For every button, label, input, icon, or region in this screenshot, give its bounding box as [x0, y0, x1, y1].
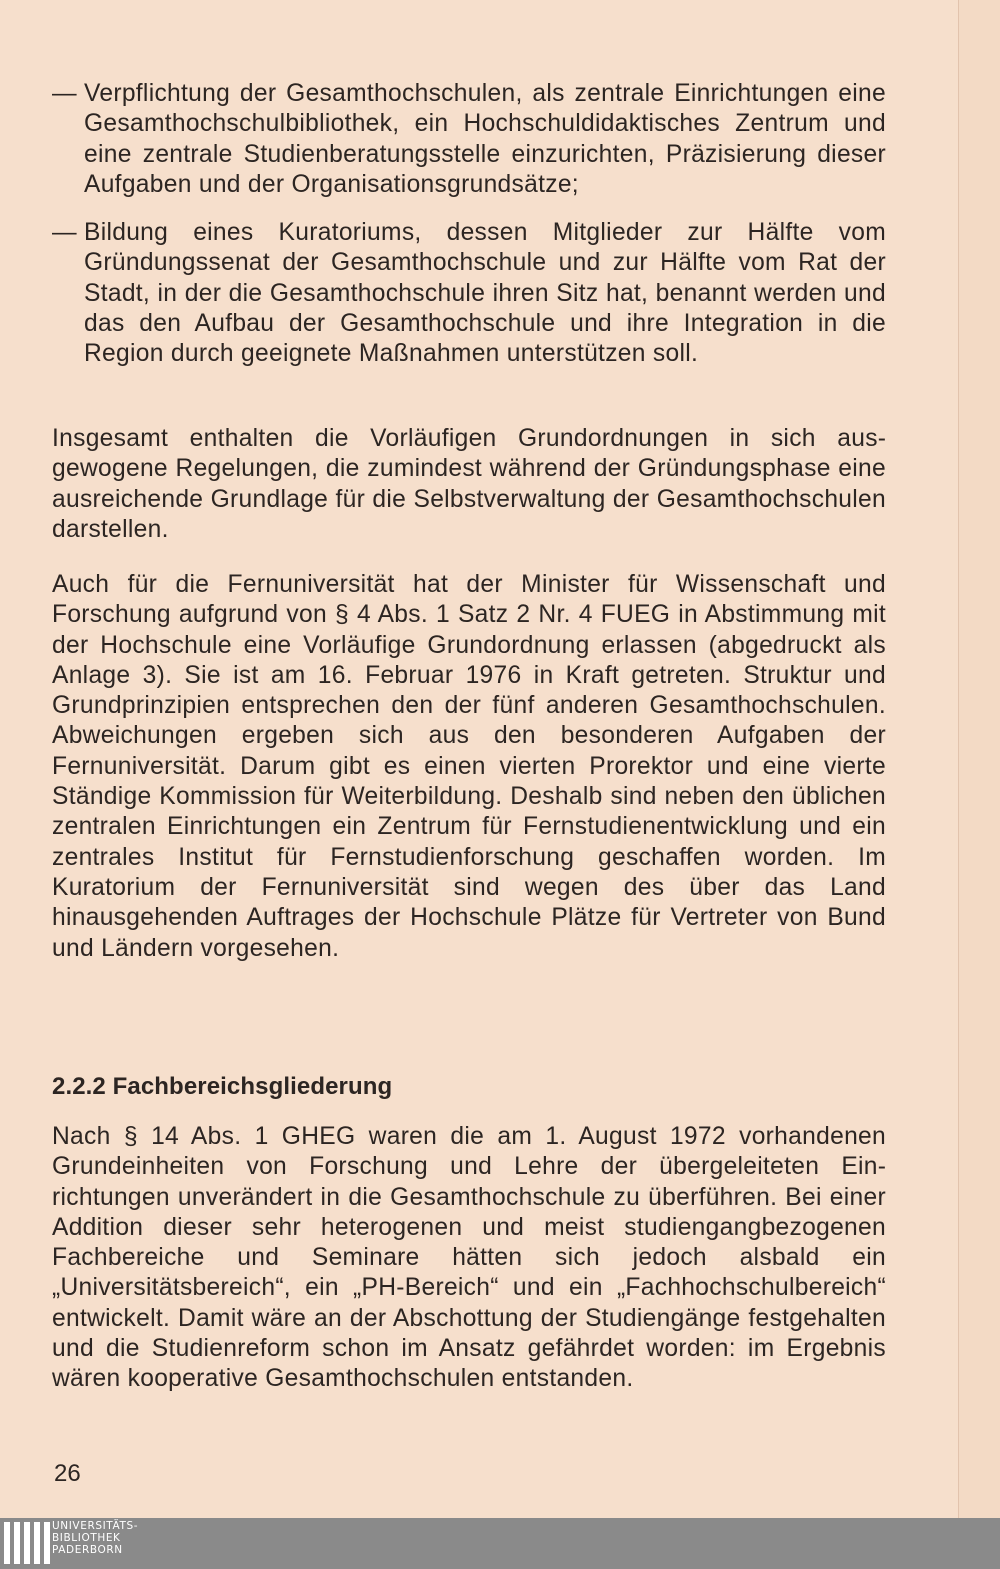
bullet-dash: — [52, 219, 77, 246]
bullet-dash: — [52, 80, 77, 107]
library-logo-icon [4, 1522, 50, 1564]
page-edge [958, 0, 1000, 1518]
bullet-text: Verpflichtung der Gesamthochschulen, als zentrale Einrichtungen eine Gesamthochschulbibliothek, ein Hochschuldidaktisches Zentrum und eine zentrale Studienberatungsstelle einzurichten, Präzisierung dieser Aufgaben und der Organisationsgrundsätze; [84, 80, 886, 198]
paragraph: Auch für die Fernuniversität hat der Minister für Wissenschaft und Forschung aufgrund von § 4 Abs. 1 Satz 2 Nr. 4 FUEG in Abstimmung mit der Hochschule eine Vorläufige Grundordnung erlassen (abgedruckt als Anlage 3). Sie ist am 16. Februar 1976 in Kraft getreten. Struktur und Grundprinzipien entsprechen den der fünf anderen Gesamthochschulen. Abweichungen ergeben sich aus den besonderen Aufgaben der Fernuniversität. Darum gibt es einen vierten Prorektor und eine vierte Ständige Kommission für Weiterbildung. Deshalb sind neben den üblichen zentralen Einrichtungen ein Zentrum für Fernstudienentwicklung und ein zentrales Institut für Fernstudienforschung geschaffen worden. Im Kuratorium der Fernuniversität sind wegen des über das Land hinausgehenden Auftrages der Hochschule Plätze für Vertreter von Bund und Ländern vorgesehen. [52, 571, 886, 962]
bullet-item [52, 218, 886, 369]
library-footer [0, 1518, 1000, 1569]
bullet-text: Bildung eines Kuratoriums, dessen Mitglieder zur Hälfte vom Gründungssenat der Gesamthochschule und zur Hälfte vom Rat der Stadt, in der die Gesamthochschule ihren Sitz hat, benannt werden und das den Aufbau der Gesamthochschule und ihre Integration in die Region durch geeignete Maßnahmen unterstützen soll. [84, 219, 886, 368]
paragraph: Insgesamt enthalten die Vorläufigen Grundordnungen in sich ausgewogene Regelungen, die zumindest während der Gründungsphase eine ausreichende Grundlage für die Selbstverwaltung der Gesamthochschulen darstellen. [52, 425, 886, 543]
bullet-item [52, 79, 886, 200]
page-number: 26 [54, 1460, 81, 1487]
paragraph: Nach § 14 Abs. 1 GHEG waren die am 1. August 1972 vorhandenen Grundeinheiten von Forschung und Lehre der übergeleiteten Einrichtungen unverändert in die Gesamthochschule zu überführen. Bei einer Addition dieser sehr heterogenen und meist studiengangbezogenen Fachbereiche und Seminare hätten sich jedoch alsbald ein „Universitätsbereich“, ein „PH-Bereich“ und ein „Fachhochschulbereich“ entwickelt. Damit wäre an der Abschottung der Studiengänge festgehalten und die Studienreform schon im Ansatz gefährdet worden: im Ergebnis wären kooperative Gesamthochschulen entstanden. [52, 1123, 886, 1393]
section-heading: 2.2.2 Fachbereichsgliederung [52, 1073, 393, 1100]
library-logo-text: UNIVERSITÄTS- BIBLIOTHEK PADERBORN [52, 1520, 139, 1556]
